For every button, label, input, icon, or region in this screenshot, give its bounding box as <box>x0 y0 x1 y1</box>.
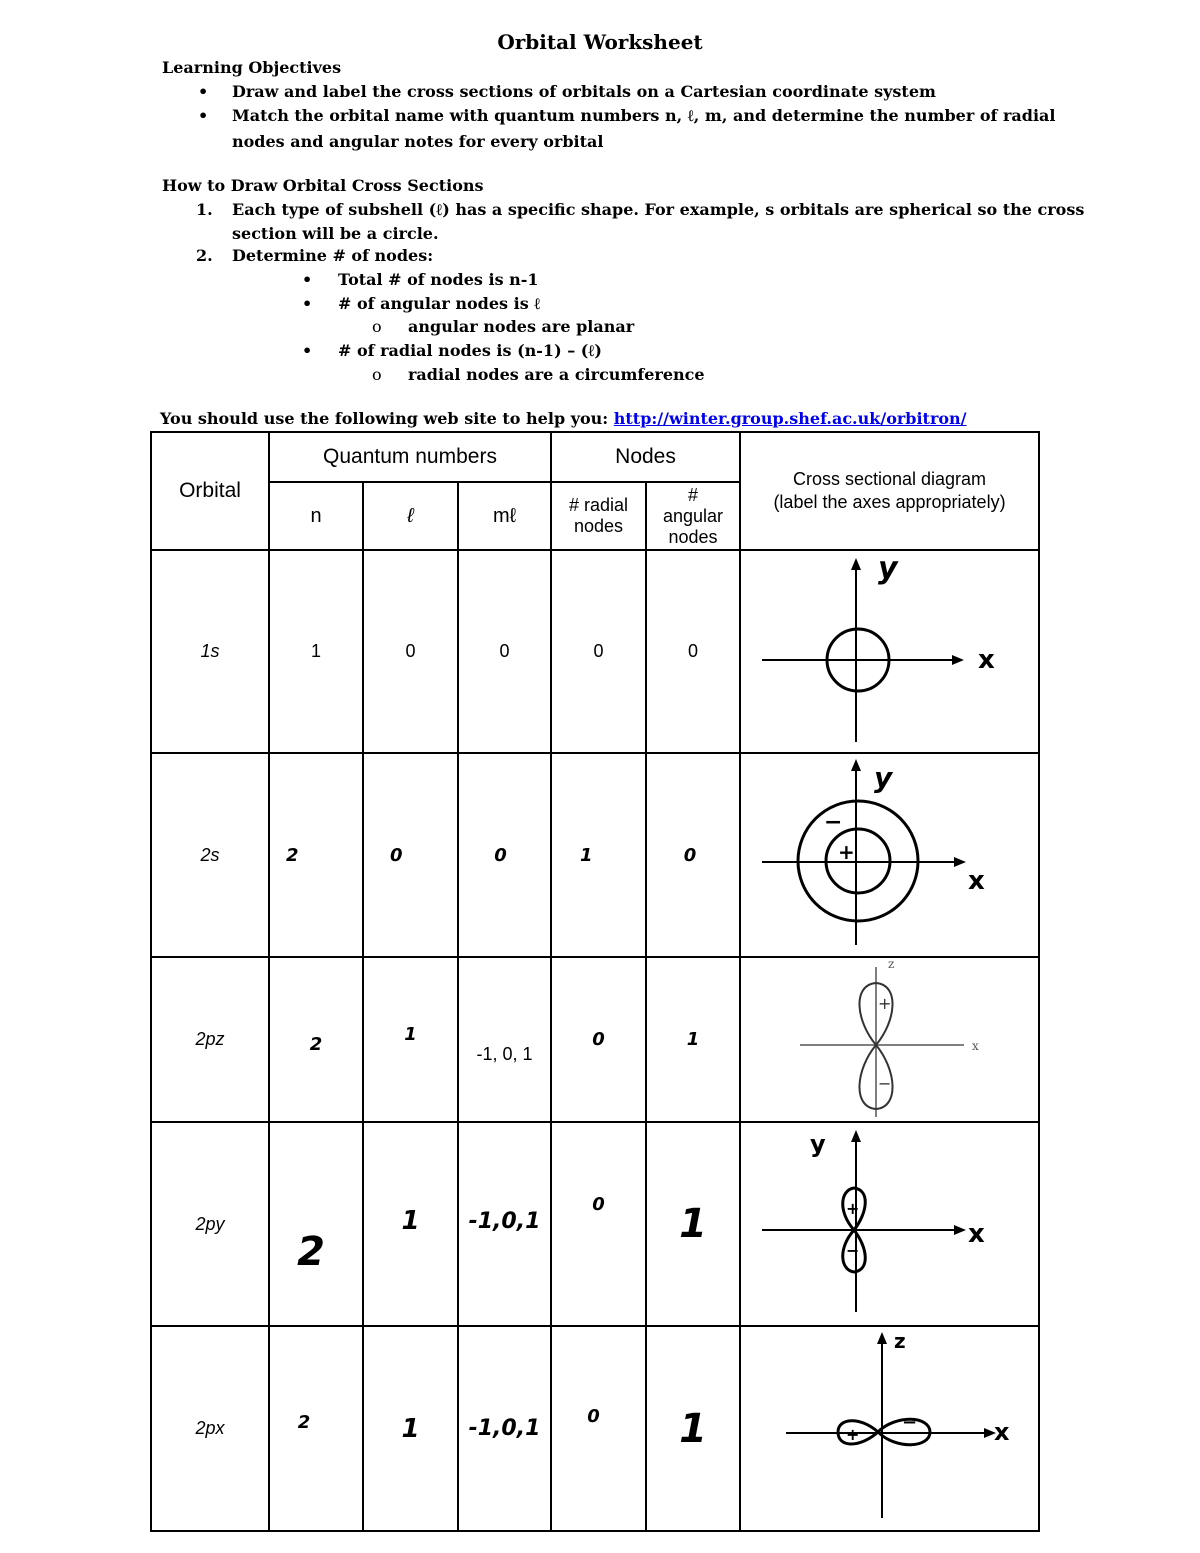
n-value: 2 <box>269 1122 363 1326</box>
radial-nodes-note: radial nodes are a circumference <box>408 365 705 384</box>
inner-sign: + <box>838 840 855 864</box>
table-row <box>151 753 1039 957</box>
l-value: 1 <box>363 957 458 1122</box>
y-axis-arrow <box>851 1130 861 1142</box>
ml-value: 0 <box>458 753 551 957</box>
y-axis-label: y <box>878 552 898 586</box>
y-axis-arrow <box>851 759 861 771</box>
y-axis-label: y <box>874 761 893 794</box>
sub-bullet: o <box>372 365 382 384</box>
header-angular-nodes: # angular nodes <box>646 482 740 550</box>
x-axis-label: x <box>978 645 995 675</box>
page-title: Orbital Worksheet <box>497 30 703 54</box>
objective-2-continued: nodes and angular notes for every orbital <box>232 132 604 151</box>
orbital-name: 2s <box>151 753 269 957</box>
orbital-name: 2py <box>151 1122 269 1326</box>
x-axis-label: x <box>968 866 985 896</box>
l-value: 1 <box>363 1326 458 1531</box>
orbital-2py-diagram <box>742 1124 1037 1324</box>
x-axis-label: x <box>994 1418 1010 1446</box>
orbital-2pz-diagram <box>742 959 1037 1120</box>
angular-nodes-value: 1 <box>646 957 740 1122</box>
outer-sign: − <box>824 810 843 835</box>
step-1-text-continued: section will be a circle. <box>232 224 439 243</box>
learning-objectives-heading: Learning Objectives <box>162 58 342 77</box>
radial-nodes-value: 0 <box>551 1122 646 1326</box>
y-axis-label: y <box>810 1130 826 1158</box>
step-2-text: Determine # of nodes: <box>232 246 434 265</box>
cross-section-diagram <box>740 550 1039 753</box>
radial-nodes-value: 0 <box>551 550 646 753</box>
lower-lobe-sign: − <box>878 1074 892 1093</box>
x-axis-arrow <box>952 655 964 665</box>
total-nodes-rule: Total # of nodes is n-1 <box>338 270 539 289</box>
orbitron-link[interactable]: http://winter.group.shef.ac.uk/orbitron/ <box>613 409 967 428</box>
sub-bullet: o <box>372 317 382 336</box>
objective-2: Match the orbital name with quantum numbers n, ℓ, m, and determine the number of radial <box>232 106 1056 125</box>
radial-nodes-value: 0 <box>551 957 646 1122</box>
cross-section-diagram <box>740 957 1039 1122</box>
y-axis-arrow <box>851 558 861 570</box>
how-to-heading: How to Draw Orbital Cross Sections <box>162 176 484 195</box>
l-value: 0 <box>363 753 458 957</box>
n-value: 1 <box>269 550 363 753</box>
ml-value: -1, 0, 1 <box>458 957 551 1122</box>
right-lobe-sign: − <box>902 1412 918 1433</box>
upper-lobe-sign: + <box>846 1199 860 1218</box>
orbital-name: 1s <box>151 550 269 753</box>
website-line <box>160 409 967 428</box>
step-1-number: 1. <box>196 200 213 219</box>
bullet: • <box>302 294 313 313</box>
website-prefix: You should use the following web site to help you: <box>160 409 614 428</box>
z-axis-label: z <box>888 959 895 971</box>
table-row <box>151 1326 1039 1531</box>
angular-nodes-value: 1 <box>646 1122 740 1326</box>
ml-value: 0 <box>458 550 551 753</box>
orbital-2s-diagram <box>742 755 1037 955</box>
bullet: • <box>302 341 313 360</box>
x-axis-arrow <box>954 857 966 867</box>
header-l: ℓ <box>363 482 458 550</box>
ml-value: -1,0,1 <box>458 1326 551 1531</box>
z-axis-arrow <box>877 1332 887 1344</box>
radial-nodes-rule: # of radial nodes is (n-1) – (ℓ) <box>338 341 602 360</box>
n-value: 2 <box>269 753 363 957</box>
radial-nodes-value: 1 <box>551 753 646 957</box>
step-1-text: Each type of subshell (ℓ) has a specific shape. For example, s orbitals are spherical so the cross <box>232 200 1085 219</box>
ml-value: -1,0,1 <box>458 1122 551 1326</box>
table-row <box>151 550 1039 753</box>
step-2-number: 2. <box>196 246 213 265</box>
header-orbital: Orbital <box>151 432 269 550</box>
header-quantum-numbers: Quantum numbers <box>269 432 551 482</box>
orbital-table <box>150 431 1040 1532</box>
cross-section-diagram <box>740 1326 1039 1531</box>
angular-nodes-note: angular nodes are planar <box>408 317 635 336</box>
header-ml: mℓ <box>458 482 551 550</box>
header-cross-section <box>740 432 1039 550</box>
x-axis-label: x <box>968 1219 985 1249</box>
header-cross-section-title: Cross sectional diagram <box>792 469 987 489</box>
n-value: 2 <box>269 957 363 1122</box>
bullet: • <box>198 106 209 125</box>
bullet: • <box>198 82 209 101</box>
lower-lobe-sign: − <box>846 1241 860 1260</box>
orbital-1s-diagram <box>742 552 1037 751</box>
x-axis-label: x <box>972 1039 979 1053</box>
table-row <box>151 957 1039 1122</box>
header-cross-section-note: (label the axes appropriately) <box>773 492 1006 512</box>
n-value: 2 <box>269 1326 363 1531</box>
objective-1: Draw and label the cross sections of orbitals on a Cartesian coordinate system <box>232 82 936 101</box>
cross-section-diagram <box>740 753 1039 957</box>
orbital-name: 2pz <box>151 957 269 1122</box>
cross-section-diagram <box>740 1122 1039 1326</box>
angular-nodes-value: 0 <box>646 550 740 753</box>
angular-nodes-value: 1 <box>646 1326 740 1531</box>
orbital-2px-diagram <box>742 1328 1037 1529</box>
table-row <box>151 1122 1039 1326</box>
orbital-name: 2px <box>151 1326 269 1531</box>
angular-nodes-value: 0 <box>646 753 740 957</box>
z-axis-label: z <box>894 1329 906 1353</box>
header-nodes: Nodes <box>551 432 740 482</box>
radial-nodes-value: 0 <box>551 1326 646 1531</box>
l-value: 1 <box>363 1122 458 1326</box>
upper-lobe-sign: + <box>878 994 892 1013</box>
l-value: 0 <box>363 550 458 753</box>
header-n: n <box>269 482 363 550</box>
left-lobe-sign: + <box>846 1425 860 1444</box>
angular-nodes-rule: # of angular nodes is ℓ <box>338 294 541 313</box>
header-radial-nodes: # radial nodes <box>551 482 646 550</box>
x-axis-arrow <box>954 1225 966 1235</box>
bullet: • <box>302 270 313 289</box>
